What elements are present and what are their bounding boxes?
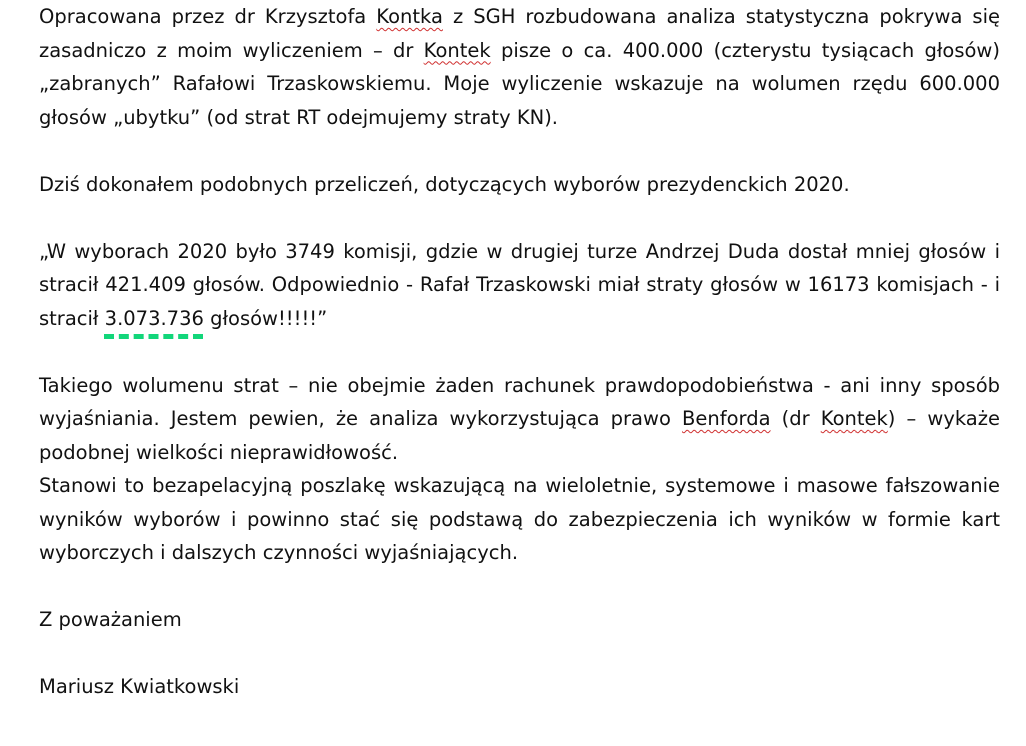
paragraph-analysis: Opracowana przez dr Krzysztofa Kontka z SGH rozbudowana analiza statystyczna pokrywa się zasadniczo z moim wyliczeniem – dr Kontek pisze o ca. 400.000 (czterystu tysiącach głosów) „zabranych” Rafałowi Trzaskowskiemu. Moje wyliczenie wskazuje na wolumen rzędu 600.000 głosów „ubytku” (od strat RT odejmujemy straty KN). <box>39 5 1000 129</box>
paragraph-conclusion: Stanowi to bezapelacyjną poszlakę wskazującą na wieloletnie, systemowe i masowe fałszowanie wyników wyborów i powinno stać się podstawą do zabezpieczenia ich wyników w formie kart wyborczych i dalszych czynności wyjaśniających. <box>39 474 1000 564</box>
paragraph-recalculation: Dziś dokonałem podobnych przeliczeń, dotyczących wyborów prezydenckich 2020. <box>39 172 850 196</box>
signature: Mariusz Kwiatkowski <box>39 675 240 698</box>
spellcheck-word[interactable]: Kontek <box>423 38 491 62</box>
highlighted-number: 3.073.736 <box>104 306 204 330</box>
empty-line <box>39 201 1000 235</box>
empty-line <box>39 637 1000 671</box>
spellcheck-word[interactable]: Kontek <box>820 407 888 430</box>
empty-line <box>39 570 1000 604</box>
spellcheck-word[interactable]: Benforda <box>682 407 771 430</box>
empty-line <box>39 134 1000 168</box>
closing-text: Z poważaniem <box>39 608 182 631</box>
document-body <box>39 0 1000 704</box>
paragraph-quote: „W wyborach 2020 było 3749 komisji, gdzie w drugiej turze Andrzej Duda dostał mniej głosów i stracił 421.409 głosów. Odpowiednio - Rafał Trzaskowski miał straty głosów w 16173 komisjach - i stracił 3.073.736 głosów!!!!!” <box>39 239 1000 330</box>
paragraph-benford: Takiego wolumenu strat – nie obejmie żaden rachunek prawdopodobieństwa - ani inny sposób wyjaśniania. Jestem pewien, że analiza wykorzystująca prawo Benforda (dr Kontek) – wykaże podobnej wielkości nieprawidłowość. <box>39 373 1000 464</box>
empty-line <box>39 335 1000 369</box>
spellcheck-word[interactable]: Kontka <box>376 5 443 28</box>
